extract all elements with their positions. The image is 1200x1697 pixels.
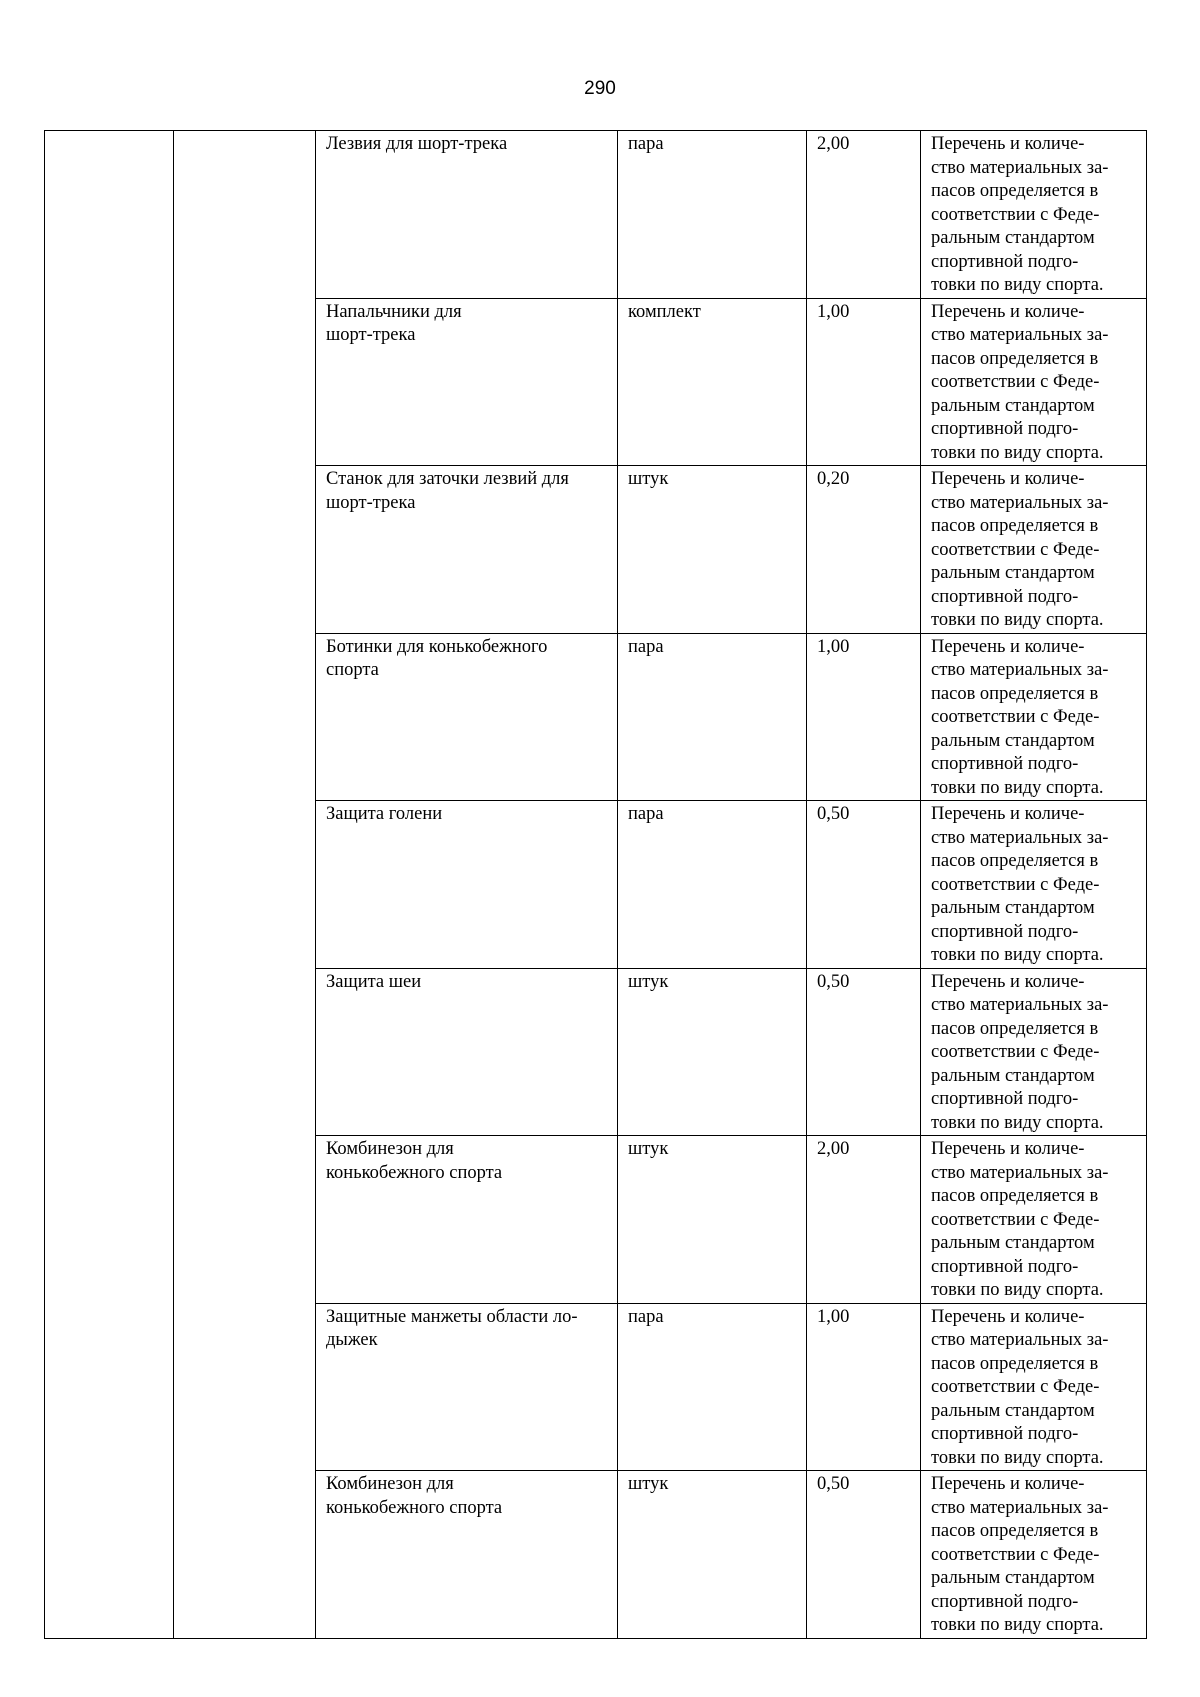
item-name-line: конькобежного спорта [326, 1162, 503, 1183]
item-name-cell [316, 1136, 618, 1304]
note-line: ральным стандартом [931, 228, 1095, 248]
note-line: товки по виду спорта. [931, 1447, 1104, 1468]
note-line: товки по виду спорта. [931, 777, 1104, 798]
merged-cell-col-2 [174, 131, 316, 1639]
note-line: ство материальных за- [931, 1162, 1109, 1183]
unit-cell: штук [618, 1136, 807, 1304]
note-line: ство материальных за- [931, 492, 1109, 513]
note-line: ство материальных за- [931, 660, 1109, 680]
item-name-line: шорт-трека [326, 492, 416, 513]
note-line: соответствии с Феде- [931, 1042, 1100, 1062]
note-line: ральным стандартом [931, 898, 1095, 918]
note-line: Перечень и количе- [931, 301, 1085, 322]
note-line: товки по виду спорта. [931, 1280, 1104, 1300]
note-line: товки по виду спорта. [931, 1615, 1104, 1635]
note-line: спортивной подго- [931, 1591, 1079, 1612]
quantity-cell: 0,50 [807, 801, 921, 969]
item-name-line: Защитные манжеты области ло- [326, 1306, 578, 1327]
note-line: ство материальных за- [931, 995, 1109, 1015]
unit-cell: пара [618, 633, 807, 801]
note-line: Перечень и количе- [931, 636, 1085, 657]
note-cell [921, 633, 1147, 801]
note-cell [921, 1136, 1147, 1304]
note-line: спортивной подго- [931, 1089, 1079, 1109]
note-line: пасов определяется в [931, 516, 1099, 536]
item-name-line: шорт-трека [326, 325, 416, 345]
unit-cell: штук [618, 1471, 807, 1639]
item-name-line: Комбинезон для [326, 1139, 454, 1159]
unit-cell: штук [618, 968, 807, 1136]
note-line: ральным стандартом [931, 730, 1095, 751]
note-line: соответствии с Феде- [931, 539, 1100, 560]
item-name-line: спорта [326, 660, 379, 680]
note-line: ральным стандартом [931, 395, 1095, 416]
item-name-cell [316, 801, 618, 969]
note-line: ральным стандартом [931, 1065, 1095, 1086]
note-line: ство материальных за- [931, 1330, 1109, 1350]
note-line: ральным стандартом [931, 1233, 1095, 1253]
quantity-cell: 2,00 [807, 131, 921, 299]
note-line: пасов определяется в [931, 683, 1099, 704]
note-cell [921, 968, 1147, 1136]
table-row [45, 131, 1147, 299]
item-name-line: конькобежного спорта [326, 1497, 503, 1518]
note-line: ство материальных за- [931, 827, 1109, 848]
note-line: спортивной подго- [931, 754, 1079, 774]
item-name-cell [316, 968, 618, 1136]
item-name-line: Напальчники для [326, 301, 462, 322]
unit-cell: комплект [618, 298, 807, 466]
note-line: соответствии с Феде- [931, 204, 1100, 225]
item-name-cell [316, 633, 618, 801]
note-line: спортивной подго- [931, 586, 1079, 607]
note-line: Перечень и количе- [931, 469, 1085, 489]
note-line: спортивной подго- [931, 1424, 1079, 1444]
note-line: ральным стандартом [931, 1400, 1095, 1421]
note-line: соответствии с Феде- [931, 372, 1100, 392]
item-name-cell [316, 1303, 618, 1471]
quantity-cell: 0,20 [807, 466, 921, 634]
note-line: спортивной подго- [931, 921, 1079, 942]
note-line: соответствии с Феде- [931, 1377, 1100, 1397]
page-number: 290 [584, 78, 616, 99]
quantity-cell: 0,50 [807, 968, 921, 1136]
item-name-line: Лезвия для шорт-трека [326, 134, 508, 154]
note-line: товки по виду спорта. [931, 610, 1104, 630]
note-line: соответствии с Феде- [931, 874, 1100, 895]
quantity-cell: 0,50 [807, 1471, 921, 1639]
note-line: товки по виду спорта. [931, 945, 1104, 965]
unit-cell: пара [618, 1303, 807, 1471]
item-name-line: дыжек [326, 1330, 378, 1350]
item-name-line: Станок для заточки лезвий для [326, 469, 569, 489]
note-line: Перечень и количе- [931, 971, 1085, 992]
note-line: ство материальных за- [931, 325, 1109, 345]
quantity-cell: 1,00 [807, 633, 921, 801]
note-line: соответствии с Феде- [931, 1544, 1100, 1565]
item-name-line: Комбинезон для [326, 1474, 454, 1494]
note-line: ральным стандартом [931, 563, 1095, 583]
quantity-cell: 1,00 [807, 1303, 921, 1471]
item-name-cell [316, 298, 618, 466]
note-line: пасов определяется в [931, 181, 1099, 201]
note-cell [921, 1303, 1147, 1471]
note-cell [921, 466, 1147, 634]
quantity-cell: 1,00 [807, 298, 921, 466]
unit-cell: пара [618, 131, 807, 299]
note-line: Перечень и количе- [931, 134, 1085, 154]
note-line: товки по виду спорта. [931, 275, 1104, 295]
note-line: ство материальных за- [931, 157, 1109, 178]
note-line: спортивной подго- [931, 251, 1079, 272]
item-name-line: Защита голени [326, 804, 443, 824]
note-line: соответствии с Феде- [931, 1209, 1100, 1230]
note-cell [921, 131, 1147, 299]
item-name-cell [316, 466, 618, 634]
note-line: пасов определяется в [931, 1018, 1099, 1039]
note-line: пасов определяется в [931, 1353, 1099, 1374]
note-line: пасов определяется в [931, 851, 1099, 871]
note-line: спортивной подго- [931, 419, 1079, 439]
note-cell [921, 1471, 1147, 1639]
item-name-line: Ботинки для конькобежного [326, 636, 548, 657]
note-line: ральным стандартом [931, 1568, 1095, 1588]
table-body [45, 131, 1147, 1639]
unit-cell: пара [618, 801, 807, 969]
note-cell [921, 298, 1147, 466]
quantity-cell: 2,00 [807, 1136, 921, 1304]
note-line: ство материальных за- [931, 1497, 1109, 1518]
note-line: пасов определяется в [931, 348, 1099, 369]
merged-cell-col-1 [45, 131, 174, 1639]
item-name-cell [316, 131, 618, 299]
unit-cell: штук [618, 466, 807, 634]
item-name-cell [316, 1471, 618, 1639]
note-line: Перечень и количе- [931, 1139, 1085, 1159]
note-cell [921, 801, 1147, 969]
equipment-table [44, 130, 1147, 1639]
note-line: пасов определяется в [931, 1521, 1099, 1541]
note-line: Перечень и количе- [931, 1306, 1085, 1327]
item-name-line: Защита шеи [326, 971, 422, 992]
note-line: спортивной подго- [931, 1256, 1079, 1277]
note-line: товки по виду спорта. [931, 442, 1104, 463]
note-line: соответствии с Феде- [931, 707, 1100, 727]
note-line: товки по виду спорта. [931, 1112, 1104, 1133]
note-line: Перечень и количе- [931, 1474, 1085, 1494]
note-line: Перечень и количе- [931, 804, 1085, 824]
note-line: пасов определяется в [931, 1186, 1099, 1206]
